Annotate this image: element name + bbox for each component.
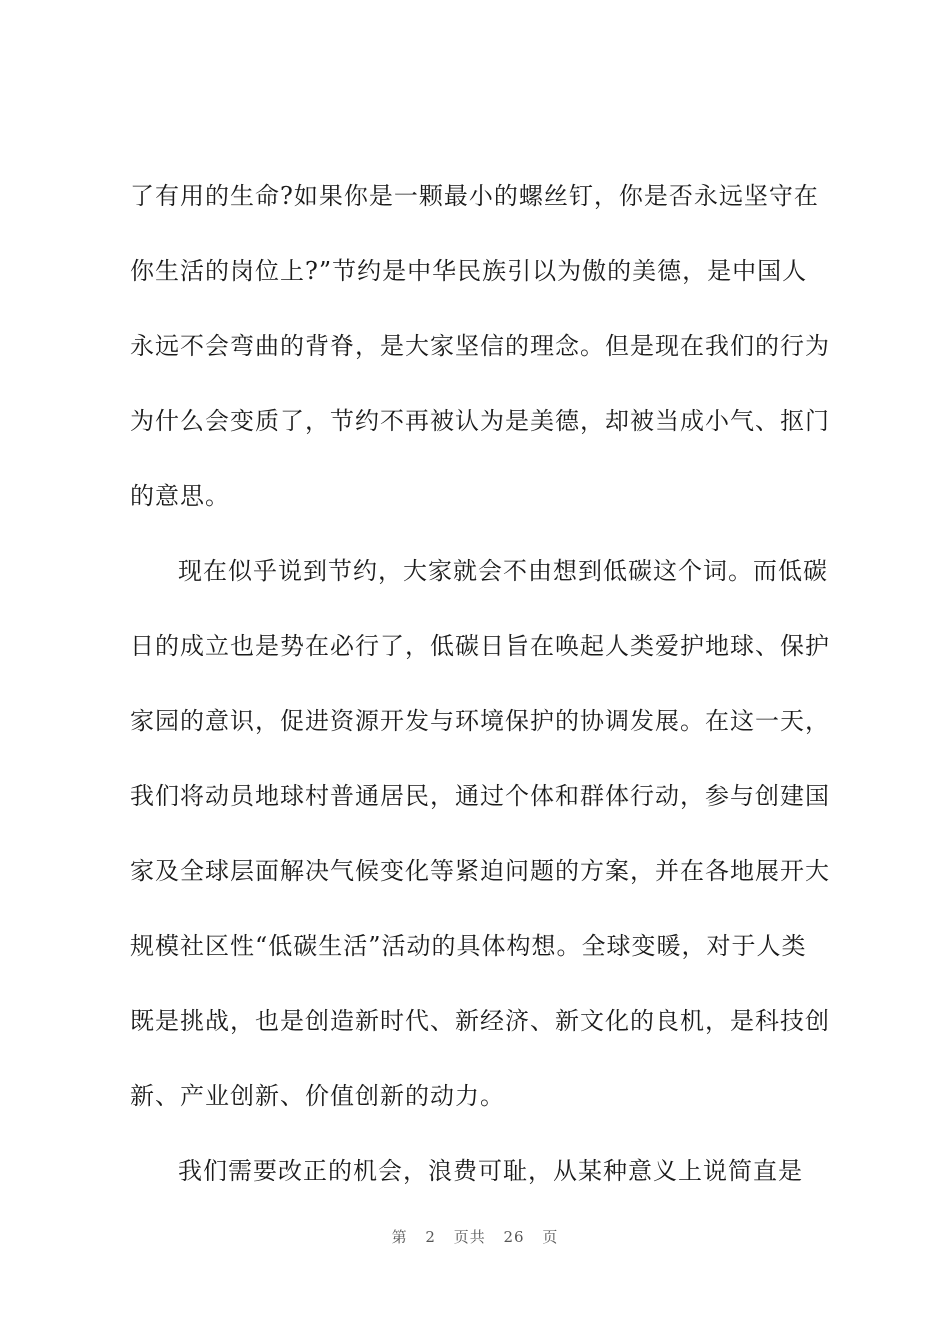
text-line: 日的成立也是势在必行了，低碳日旨在唤起人类爱护地球、保护 <box>130 632 830 660</box>
text-line: 永远不会弯曲的背脊，是大家坚信的理念。但是现在我们的行为 <box>130 332 830 360</box>
text-line: 我们将动员地球村普通居民，通过个体和群体行动，参与创建国 <box>130 782 830 810</box>
page-footer <box>0 1226 950 1247</box>
footer-current-page: 2 <box>425 1228 436 1246</box>
text-line: 家园的意识，促进资源开发与环境保护的协调发展。在这一天， <box>130 707 830 735</box>
text-line: 了有用的生命?如果你是一颗最小的螺丝钉，你是否永远坚守在 <box>130 182 819 210</box>
text-line: 既是挑战，也是创造新时代、新经济、新文化的良机，是科技创 <box>130 1007 830 1035</box>
footer-total-pages: 26 <box>503 1228 525 1246</box>
paragraph-start-line: 现在似乎说到节约，大家就会不由想到低碳这个词。而低碳 <box>178 557 828 585</box>
text-line: 家及全球层面解决气候变化等紧迫问题的方案，并在各地展开大 <box>130 857 830 885</box>
paragraph-start-line: 我们需要改正的机会，浪费可耻，从某种意义上说简直是 <box>178 1157 803 1185</box>
text-line: 你生活的岗位上?”节约是中华民族引以为傲的美德，是中国人 <box>130 257 808 285</box>
text-line: 为什么会变质了，节约不再被认为是美德，却被当成小气、抠门 <box>130 407 830 435</box>
text-line: 新、产业创新、价值创新的动力。 <box>130 1082 505 1110</box>
footer-prefix: 第 <box>391 1228 408 1246</box>
footer-suffix: 页 <box>542 1228 559 1246</box>
text-line: 规模社区性“低碳生活”活动的具体构想。全球变暖，对于人类 <box>130 932 807 960</box>
body-text <box>130 168 842 1218</box>
text-line: 的意思。 <box>130 482 230 510</box>
footer-middle: 页共 <box>453 1228 486 1246</box>
